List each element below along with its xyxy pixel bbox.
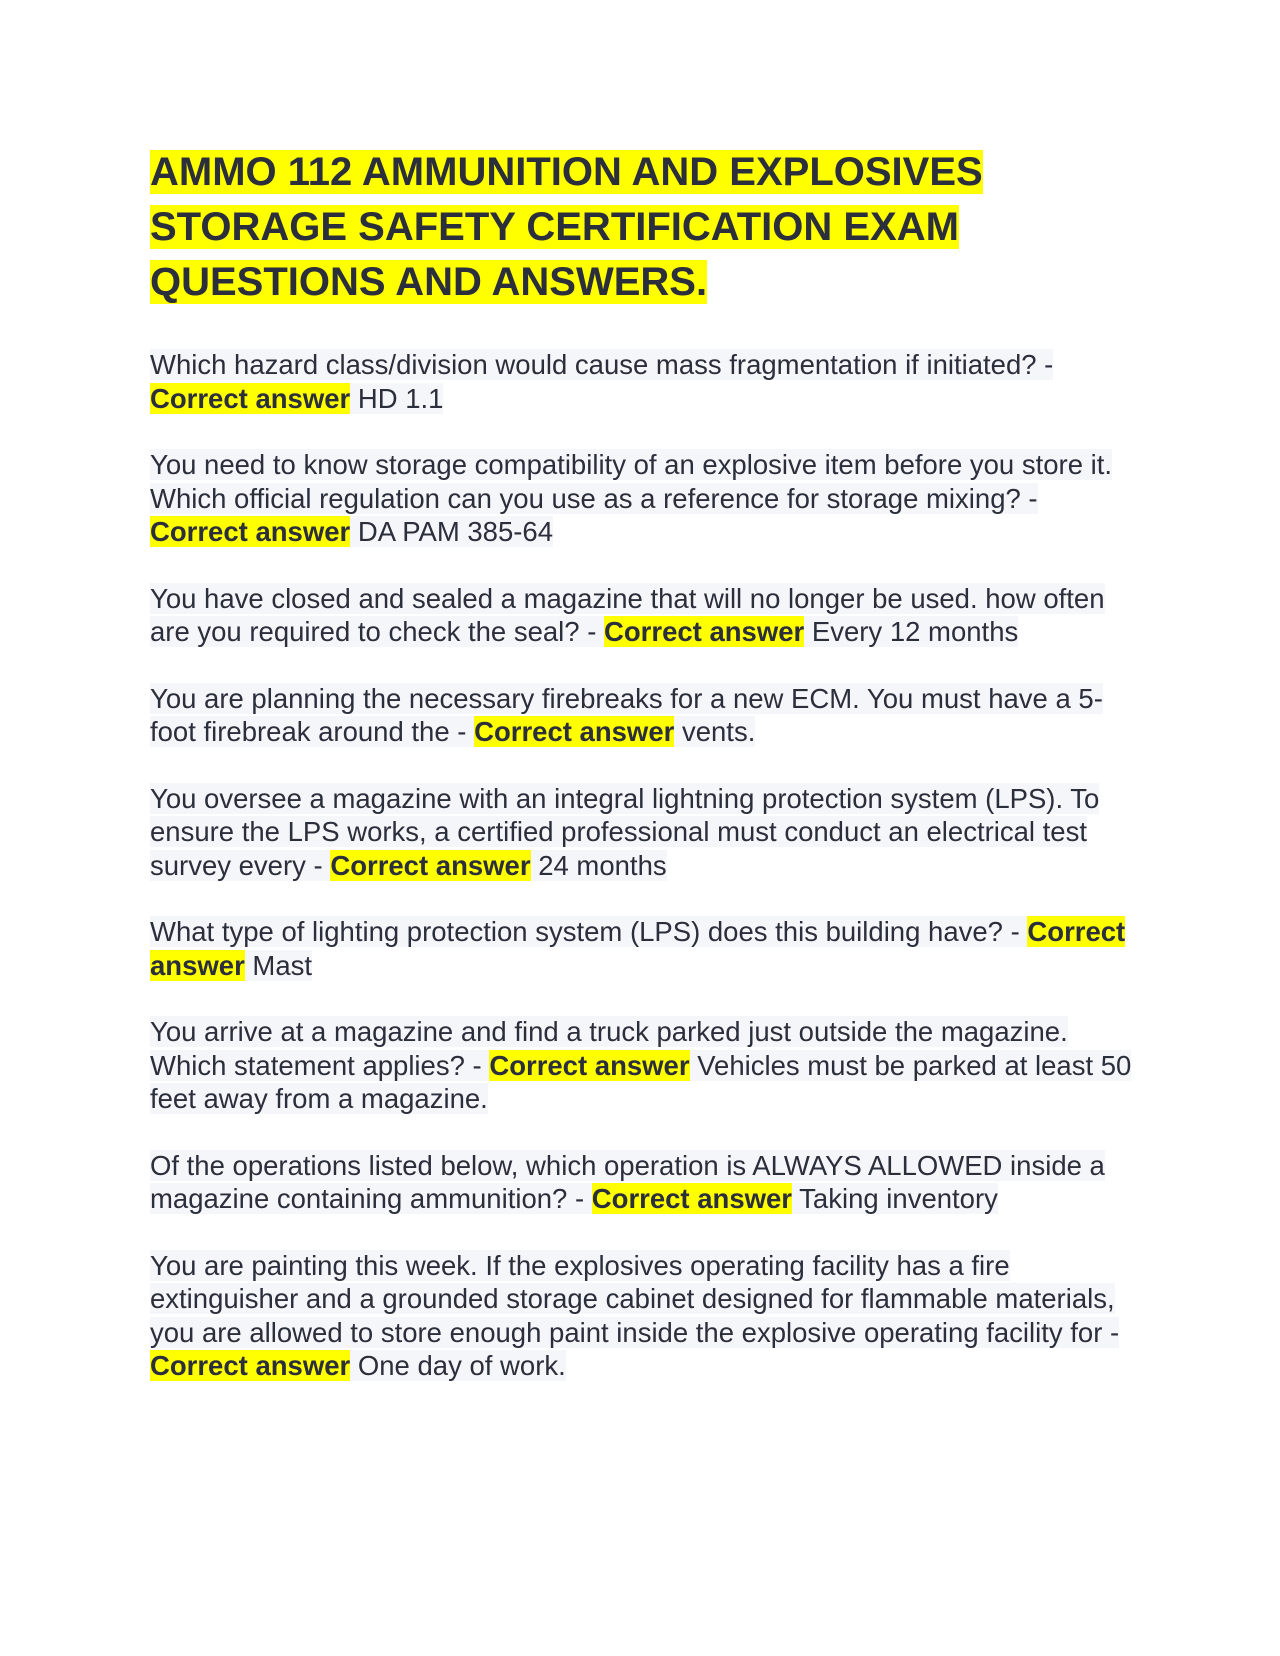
question-text: You arrive at a magazine and find a truck parked just outside the magazine. Which statement applies? - <box>150 1016 1068 1081</box>
correct-answer-label: Correct answer <box>489 1049 690 1081</box>
question-text: You need to know storage compatibility of an explosive item before you store it. Which official regulation can you use as a reference for storage mixing? - <box>150 449 1113 514</box>
document-title <box>150 145 1140 310</box>
qa-item <box>150 682 1140 749</box>
qa-item <box>150 582 1140 649</box>
qa-item <box>150 1015 1140 1116</box>
answer-text: Vehicles must be parked at least 50 feet away from a magazine. <box>150 1049 1132 1114</box>
qa-item <box>150 448 1140 549</box>
question-text: You are painting this week. If the explosives operating facility has a fire extinguisher and a grounded storage cabinet designed for flammable materials, you are allowed to store enough paint inside the explosive operating facility for - <box>150 1249 1120 1348</box>
answer-text: 24 months <box>530 849 667 881</box>
qa-item <box>150 1149 1140 1216</box>
document-page <box>150 145 1140 1416</box>
answer-text: vents. <box>674 716 756 747</box>
answer-text: Mast <box>244 949 313 981</box>
question-text: You are planning the necessary firebreaks for a new ECM. You must have a 5-foot firebreak around the - <box>150 682 1103 747</box>
correct-answer-label: Correct answer <box>474 716 675 747</box>
title-highlight: AMMO 112 AMMUNITION AND EXPLOSIVES STORAGE SAFETY CERTIFICATION EXAM QUESTIONS AND ANSWERS. <box>150 150 983 304</box>
correct-answer-label: Correct answer <box>150 382 351 414</box>
correct-answer-label: Correct answer <box>150 516 351 547</box>
correct-answer-label: Correct answer <box>604 616 805 647</box>
qa-item <box>150 915 1140 982</box>
question-text: You oversee a magazine with an integral lightning protection system (LPS). To ensure the LPS works, a certified professional must conduct an electrical test survey every - <box>150 782 1100 881</box>
question-text: What type of lighting protection system (LPS) does this building have? - <box>150 916 1028 947</box>
qa-item <box>150 1249 1140 1383</box>
correct-answer-label: Correct answer <box>330 849 531 881</box>
correct-answer-label: Correct answer <box>591 1183 793 1214</box>
correct-answer-label: Correct answer <box>150 1350 351 1381</box>
qa-item <box>150 782 1140 883</box>
answer-text: HD 1.1 <box>350 382 444 414</box>
correct-answer-label: Correct answer <box>150 916 1126 981</box>
question-text: Of the operations listed below, which operation is ALWAYS ALLOWED inside a magazine containing ammunition? - <box>150 1149 1105 1214</box>
qa-list <box>150 348 1140 1383</box>
answer-text: One day of work. <box>350 1350 566 1381</box>
question-text: You have closed and sealed a magazine that will no longer be used. how often are you required to check the seal? - <box>150 582 1105 647</box>
question-text: Which hazard class/division would cause mass fragmentation if initiated? - <box>150 349 1054 380</box>
answer-text: Every 12 months <box>804 616 1019 647</box>
qa-item <box>150 348 1140 415</box>
answer-text: Taking inventory <box>792 1183 998 1214</box>
answer-text: DA PAM 385-64 <box>350 516 554 547</box>
